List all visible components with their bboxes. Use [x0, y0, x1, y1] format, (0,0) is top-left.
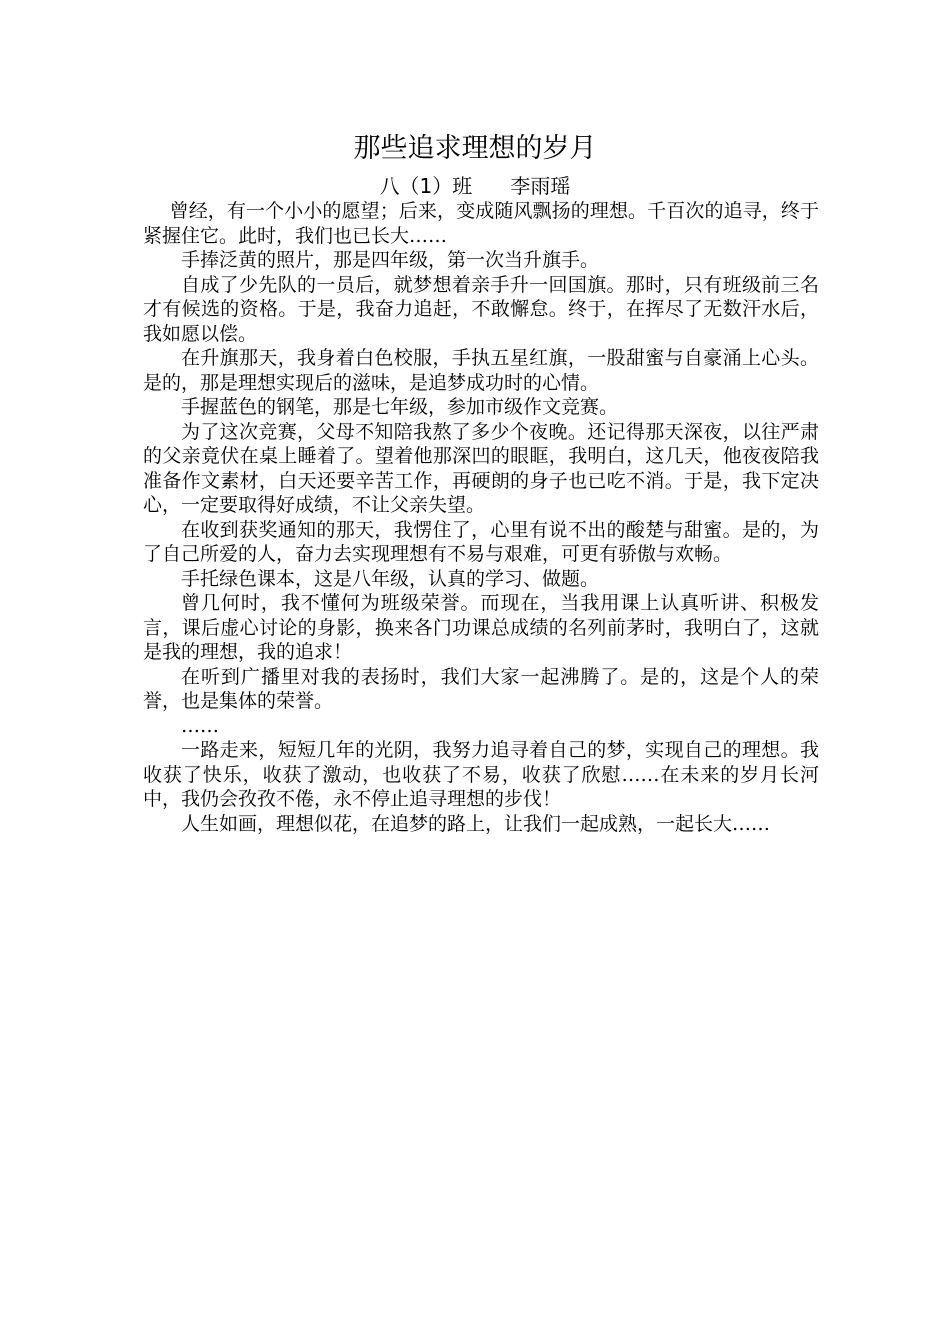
paragraph-7: 在收到获奖通知的那天，我愣住了，心里有说不出的酸楚与甜蜜。是的，为了自己所爱的人，奋力去实现理想有不易与艰难，可更有骄傲与欢畅。 — [143, 518, 819, 565]
paragraph-13: 人生如画，理想似花，在追梦的路上，让我们一起成熟，一起长大…… — [181, 812, 771, 835]
paragraph-2: 手捧泛黄的照片，那是四年级，第一次当升旗手。 — [181, 249, 600, 271]
paragraph-ellipsis: …… — [181, 714, 219, 737]
paragraph-9: 曾几何时，我不懂何为班级荣誉。而现在，当我用课上认真听讲、积极发言，课后虚心讨论的身影，换来各门功课总成绩的名列前茅时，我明白了，这就是我的理想，我的追求！ — [143, 592, 819, 663]
paragraph-10: 在听到广播里对我的表扬时，我们大家一起沸腾了。是的，这是个人的荣誉，也是集体的荣誉。 — [143, 665, 819, 712]
paragraph-1: 曾经，有一个小小的愿望；后来，变成随风飘扬的理想。千百次的追寻，终于紧握住它。此时，我们也已长大…… — [143, 200, 819, 247]
paragraph-3: 自成了少先队的一员后，就梦想着亲手升一回国旗。那时，只有班级前三名才有候选的资格。于是，我奋力追赶，不敢懈怠。终于，在挥尽了无数汗水后，我如愿以偿。 — [143, 273, 819, 345]
paragraph-4: 在升旗那天，我身着白色校服，手执五星红旗，一股甜蜜与自豪涌上心头。是的，那是理想实现后的滋味，是追梦成功时的心情。 — [143, 347, 819, 394]
paragraph-6: 为了这次竞赛，父母不知陪我熬了多少个夜晚。还记得那天深夜，以往严肃的父亲竟伏在桌上睡着了。望着他那深凹的眼眶，我明白，这几天，他夜夜陪我准备作文素材，白天还要辛苦工作，再硬朗的身子也已吃不消。于是，我下定决心，一定要取得好成绩，不让父亲失望。 — [143, 420, 819, 516]
paragraph-8: 手托绿色课本，这是八年级，认真的学习、做题。 — [181, 567, 600, 590]
paragraph-5: 手握蓝色的钢笔，那是七年级，参加市级作文竞赛。 — [181, 396, 619, 418]
paragraph-12: 一路走来，短短几年的光阴，我努力追寻着自己的梦，实现自己的理想。我收获了快乐，收获了激动，也收获了不易，收获了欣慰……在未来的岁月长河中，我仍会孜孜不倦，永不停止追寻理想的步伐！ — [143, 739, 819, 810]
article-body — [143, 199, 819, 836]
author-line: 八（1）班 李雨瑶 — [379, 174, 571, 198]
page-title: 那些追求理想的岁月 — [353, 133, 597, 164]
